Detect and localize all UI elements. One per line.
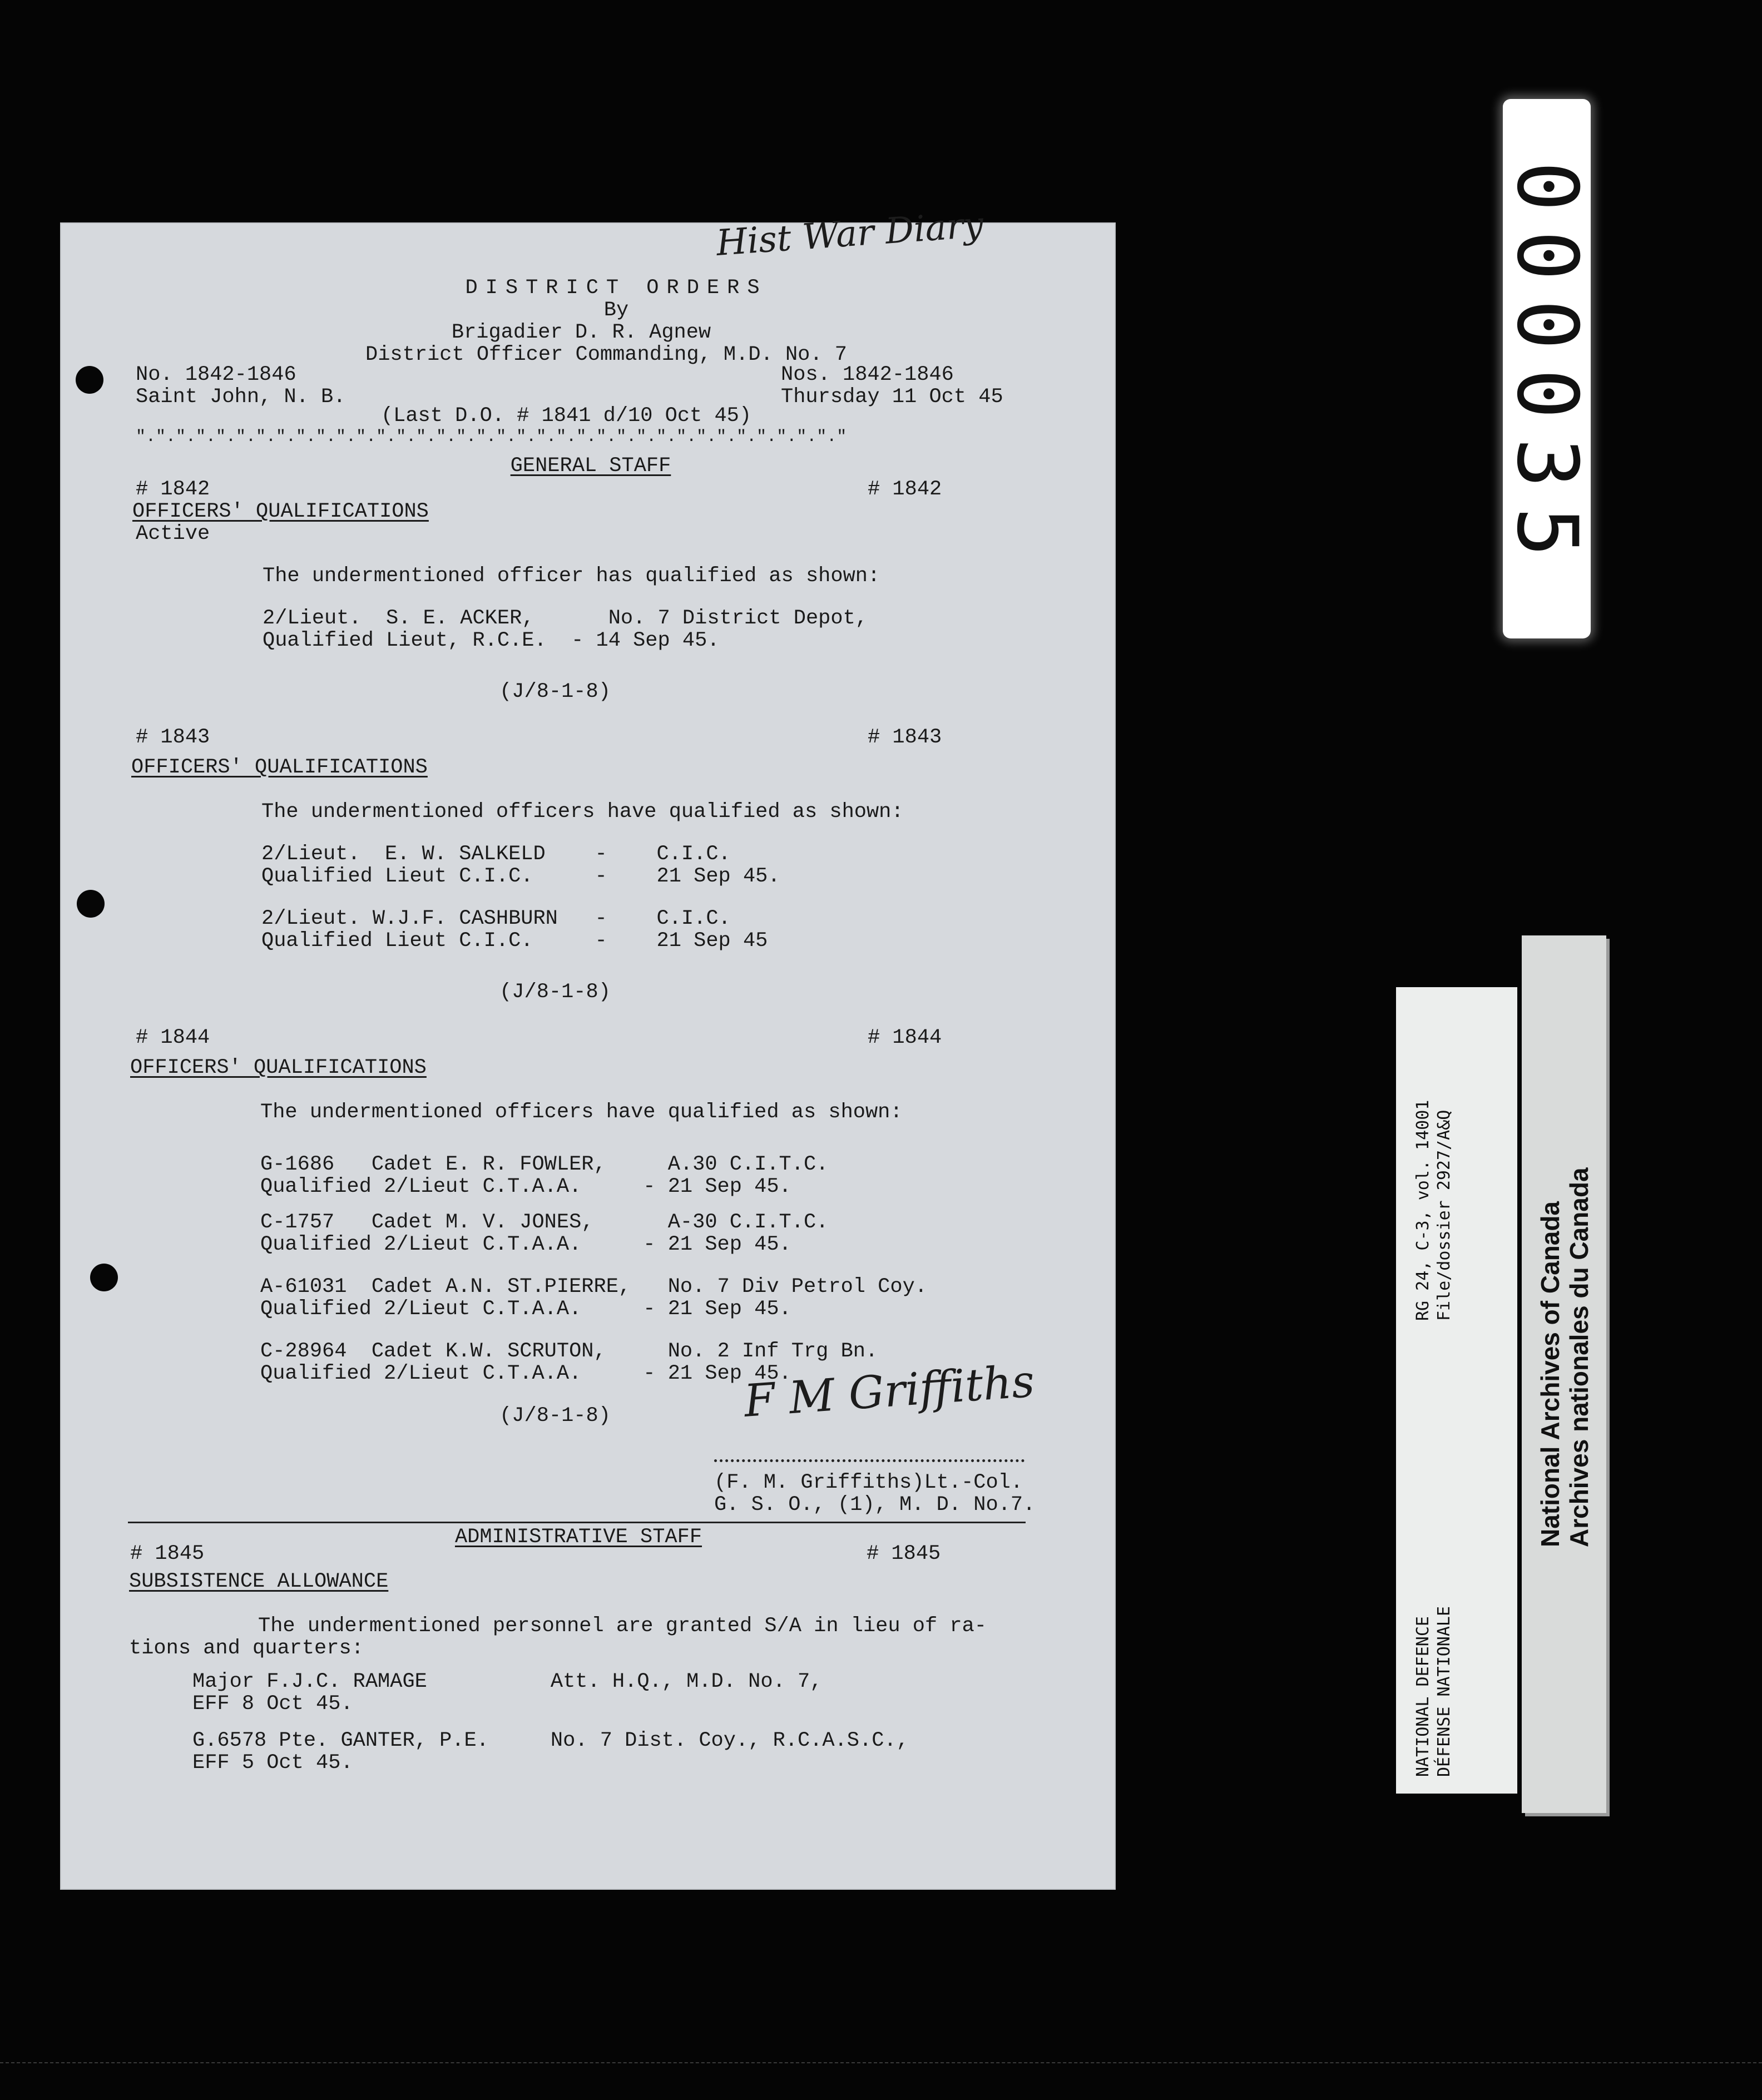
allowance-line: EFF 8 Oct 45.: [192, 1692, 353, 1716]
qualification-line: Qualified Lieut, R.C.E. - 14 Sep 45.: [263, 629, 720, 652]
archives-name-en: National Archives of Canada: [1536, 1201, 1565, 1547]
file-reference: (J/8-1-8): [499, 980, 611, 1004]
order-intro: tions and quarters:: [129, 1637, 364, 1660]
order-number: # 1845: [130, 1542, 205, 1566]
order-heading: OFFICERS' QUALIFICATIONS: [130, 1056, 427, 1079]
order-number: # 1844: [868, 1026, 942, 1049]
section-rule: [128, 1522, 1026, 1523]
punch-hole: [77, 890, 105, 918]
order-number: # 1843: [136, 726, 210, 749]
order-date: Thursday 11 Oct 45: [781, 385, 1003, 409]
qualification-line: Qualified Lieut C.I.C. - 21 Sep 45: [261, 929, 768, 953]
archives-label: [1522, 935, 1606, 1813]
frame-number-label: [1498, 99, 1595, 638]
order-heading: OFFICERS' QUALIFICATIONS: [132, 500, 429, 523]
department-line: DÉFENSE NATIONALE: [1434, 1606, 1454, 1777]
order-intro: The undermentioned officers have qualified as shown:: [261, 800, 904, 824]
allowance-line: Major F.J.C. RAMAGE Att. H.Q., M.D. No. 7,: [192, 1670, 823, 1693]
reference-line: RG 24, C-3, vol. 14001: [1413, 1099, 1433, 1321]
document-title: DISTRICT ORDERS: [465, 276, 768, 300]
qualification-line: Qualified 2/Lieut C.T.A.A. - 21 Sep 45.: [260, 1175, 791, 1198]
signature-line: [714, 1459, 1024, 1462]
reference-line: File/dossier 2927/A&Q: [1434, 1110, 1454, 1321]
qualification-line: A-61031 Cadet A.N. ST.PIERRE, No. 7 Div Petrol Coy.: [260, 1275, 927, 1299]
order-number: # 1845: [867, 1542, 941, 1566]
allowance-line: EFF 5 Oct 45.: [192, 1751, 353, 1775]
separator-line: ".".".".".".".".".".".".".".".".".".".".".".".".".".".".".".".".".".".": [136, 428, 847, 447]
qualification-line: C-1757 Cadet M. V. JONES, A-30 C.I.T.C.: [260, 1211, 829, 1234]
qualification-line: Qualified 2/Lieut C.T.A.A. - 21 Sep 45.: [260, 1362, 791, 1385]
frame-number: 000035: [1498, 161, 1595, 576]
issuing-officer: Brigadier D. R. Agnew: [451, 321, 711, 344]
order-intro: The undermentioned officers have qualified as shown:: [260, 1101, 903, 1124]
order-number: # 1844: [136, 1026, 210, 1049]
department-line: NATIONAL DEFENCE: [1413, 1616, 1433, 1777]
qualification-line: Qualified 2/Lieut C.T.A.A. - 21 Sep 45.: [260, 1233, 791, 1256]
punch-hole: [76, 366, 103, 394]
punch-hole: [90, 1264, 118, 1291]
order-intro: The undermentioned officer has qualified as shown:: [263, 564, 880, 588]
handwritten-annotation: Hist War Diary: [715, 204, 985, 264]
order-number: # 1842: [136, 478, 210, 501]
order-numbers-left: No. 1842-1846: [136, 363, 296, 387]
reference-label: [1396, 987, 1517, 1794]
order-heading: OFFICERS' QUALIFICATIONS: [131, 756, 428, 779]
general-staff-heading: GENERAL STAFF: [510, 454, 671, 478]
qualification-line: G-1686 Cadet E. R. FOWLER, A.30 C.I.T.C.: [260, 1153, 829, 1176]
qualification-line: 2/Lieut. S. E. ACKER, No. 7 District Depot,: [263, 607, 868, 630]
allowance-line: G.6578 Pte. GANTER, P.E. No. 7 Dist. Coy., R.C.A.S.C.,: [192, 1729, 909, 1752]
last-district-order: (Last D.O. # 1841 d/10 Oct 45): [380, 404, 752, 428]
administrative-staff-heading: ADMINISTRATIVE STAFF: [454, 1526, 702, 1549]
qualification-line: C-28964 Cadet K.W. SCRUTON, No. 2 Inf Trg Bn.: [260, 1340, 878, 1363]
order-number: # 1842: [868, 478, 942, 501]
order-subheading: Active: [136, 522, 210, 546]
signatory-title: G. S. O., (1), M. D. No.7.: [714, 1493, 1036, 1517]
qualification-line: Qualified Lieut C.I.C. - 21 Sep 45.: [261, 865, 780, 888]
qualification-line: 2/Lieut. E. W. SALKELD - C.I.C.: [261, 843, 731, 866]
archives-name-fr: Archives nationales du Canada: [1565, 1167, 1593, 1547]
file-reference: (J/8-1-8): [499, 680, 611, 704]
file-reference: (J/8-1-8): [499, 1404, 611, 1428]
signatory-name: (F. M. Griffiths)Lt.-Col.: [714, 1471, 1023, 1494]
order-numbers-right: Nos. 1842-1846: [781, 363, 954, 387]
qualification-line: Qualified 2/Lieut C.T.A.A. - 21 Sep 45.: [260, 1297, 791, 1321]
officer-position: District Officer Commanding, M.D. No. 7: [365, 343, 847, 366]
place-line: Saint John, N. B.: [136, 385, 346, 409]
film-edge-line: [0, 2062, 1762, 2063]
order-number: # 1843: [868, 726, 942, 749]
document-page: [60, 204, 1116, 1890]
signature-handwritten: F M Griffiths: [742, 1355, 1036, 1427]
qualification-line: 2/Lieut. W.J.F. CASHBURN - C.I.C.: [261, 907, 731, 930]
order-intro: The undermentioned personnel are granted S/A in lieu of ra-: [258, 1614, 987, 1638]
order-heading: SUBSISTENCE ALLOWANCE: [129, 1570, 389, 1593]
by-line: By: [603, 299, 629, 322]
